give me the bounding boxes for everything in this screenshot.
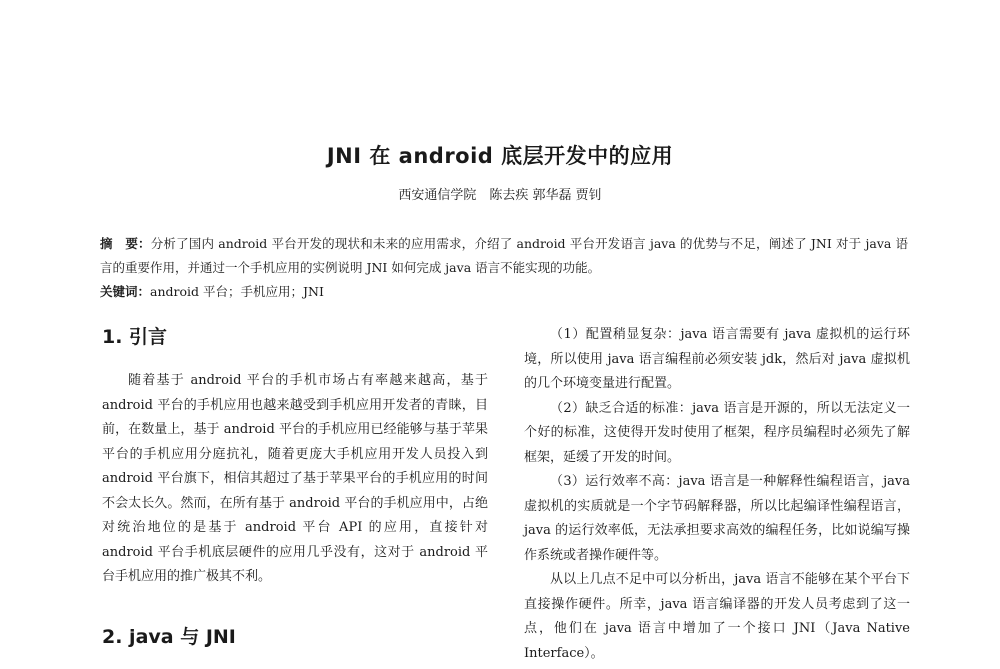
keywords-line xyxy=(100,280,908,304)
left-column xyxy=(102,369,488,590)
section-1-heading: 1. 引言 xyxy=(102,326,168,348)
abstract-block xyxy=(100,232,908,304)
right-paragraph-4: 从以上几点不足中可以分析出，java 语言不能够在某个平台下直接操作硬件。所幸，java 语言编译器的开发人员考虑到了这一点，他们在 java 语言中增加了一个接口 JNI（Java Native Interface）。 xyxy=(524,572,910,661)
keywords-text: android 平台；手机应用；JNI xyxy=(150,284,324,299)
paper-title: JNI 在 android 底层开发中的应用 xyxy=(326,144,674,168)
right-paragraph-1: （1）配置稍显复杂：java 语言需要有 java 虚拟机的运行环境，所以使用 java 语言编程前必须安装 jdk，然后对 java 虚拟机的几个环境变量进行配置。 xyxy=(524,327,910,391)
intro-paragraph: 随着基于 android 平台的手机市场占有率越来越高，基于 android 平台的手机应用也越来越受到手机应用开发者的青睐，目前，在数量上，基于 android 平台的手机应用已经能够与基于苹果平台的手机应用分庭抗礼，随着更庞大手机应用开发人员投入到 android 平台旗下，相信其超过了基于苹果平台的手机应用的时间不会太长久。然而，在所有基于 android 平台的手机应用中，占绝对统治地位的是基于 android 平台 API 的应用，直接针对 android 平台手机底层硬件的应用几乎没有，这对于 android 平台手机应用的推广极其不利。 xyxy=(102,373,488,584)
section-2-heading: 2. java 与 JNI xyxy=(102,626,236,648)
abstract-text: 分析了国内 android 平台开发的现状和未来的应用需求，介绍了 android 平台开发语言 java 的优势与不足，阐述了 JNI 对于 java 语言的重要作用，并通过一个手机应用的实例说明 JNI 如何完成 java 语言不能实现的功能。 xyxy=(100,236,908,275)
abstract-paragraph xyxy=(100,232,908,280)
author-line: 西安通信学院 陈去疾 郭华磊 贾钊 xyxy=(398,188,602,203)
right-column xyxy=(524,323,910,666)
abstract-label: 摘 要： xyxy=(100,236,151,251)
keywords-label: 关键词： xyxy=(100,284,151,299)
right-paragraph-3: （3）运行效率不高：java 语言是一种解释性编程语言，java 虚拟机的实质就是一个字节码解释器，所以比起编译性编程语言，java 的运行效率低，无法承担要求高效的编程任务，比如说编写操作系统或者操作硬件等。 xyxy=(524,474,910,563)
right-paragraph-2: （2）缺乏合适的标准：java 语言是开源的，所以无法定义一个好的标准，这使得开发时使用了框架，程序员编程时必须先了解框架，延缓了开发的时间。 xyxy=(524,400,910,465)
